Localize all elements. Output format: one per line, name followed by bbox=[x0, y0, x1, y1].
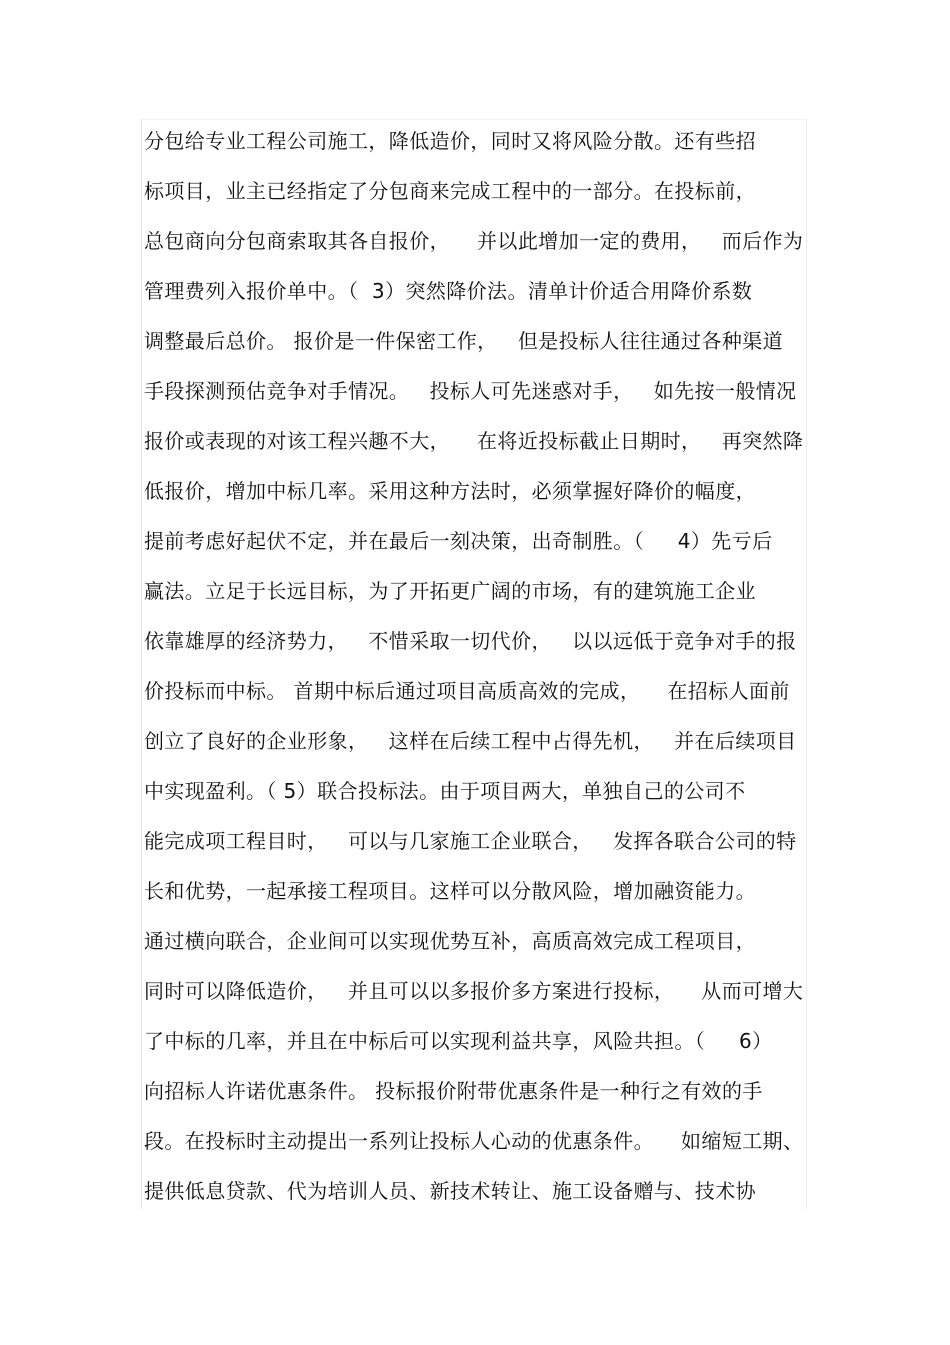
text-line: 价投标而中标。 首期中标后通过项目高质高效的完成， 在招标人面前 bbox=[144, 679, 790, 703]
text-line: 总包商向分包商索取其各自报价， 并以此增加一定的费用， 而后作为 bbox=[144, 229, 804, 253]
text-line: 管理费列入报价单中。（ 3）突然降价法。清单计价适合用降价系数 bbox=[144, 279, 753, 303]
text-line: 赢法。立足于长远目标，为了开拓更广阔的市场，有的建筑施工企业 bbox=[144, 579, 756, 603]
text-line: 手段探测预估竞争对手情况。 投标人可先迷惑对手， 如先按一般情况 bbox=[144, 379, 797, 403]
text-line: 提前考虑好起伏不定，并在最后一刻决策，出奇制胜。（ 4）先亏后 bbox=[144, 529, 773, 553]
document-body bbox=[144, 119, 814, 1219]
text-line: 能完成项工程目时， 可以与几家施工企业联合， 发挥各联合公司的特 bbox=[144, 829, 797, 853]
text-line: 段。在投标时主动提出一系列让投标人心动的优惠条件。 如缩短工期、 bbox=[144, 1129, 804, 1153]
text-line: 长和优势，一起承接工程项目。这样可以分散风险，增加融资能力。 bbox=[144, 879, 756, 903]
text-line: 了中标的几率，并且在中标后可以实现利益共享，风险共担。（ 6） bbox=[144, 1029, 773, 1053]
text-line: 向招标人许诺优惠条件。 投标报价附带优惠条件是一种行之有效的手 bbox=[144, 1079, 763, 1103]
text-line: 同时可以降低造价， 并且可以以多报价多方案进行投标， 从而可增大 bbox=[144, 979, 804, 1003]
text-line: 中实现盈利。（ 5）联合投标法。由于项目两大，单独自己的公司不 bbox=[144, 779, 746, 803]
text-line: 调整最后总价。 报价是一件保密工作， 但是投标人往往通过各种渠道 bbox=[144, 329, 784, 353]
text-line: 提供低息贷款、代为培训人员、新技术转让、施工设备赠与、技术协 bbox=[144, 1179, 756, 1203]
text-line: 报价或表现的对该工程兴趣不大， 在将近投标截止日期时， 再突然降 bbox=[144, 429, 804, 453]
text-line: 依靠雄厚的经济势力， 不惜采取一切代价， 以以远低于竞争对手的报 bbox=[144, 629, 797, 653]
text-line: 分包给专业工程公司施工，降低造价，同时又将风险分散。还有些招 bbox=[144, 129, 756, 153]
text-line: 标项目，业主已经指定了分包商来完成工程中的一部分。在投标前， bbox=[144, 179, 756, 203]
text-line: 低报价，增加中标几率。采用这种方法时，必须掌握好降价的幅度， bbox=[144, 479, 756, 503]
text-line: 通过横向联合，企业间可以实现优势互补，高质高效完成工程项目， bbox=[144, 929, 756, 953]
text-line: 创立了良好的企业形象， 这样在后续工程中占得先机， 并在后续项目 bbox=[144, 729, 797, 753]
